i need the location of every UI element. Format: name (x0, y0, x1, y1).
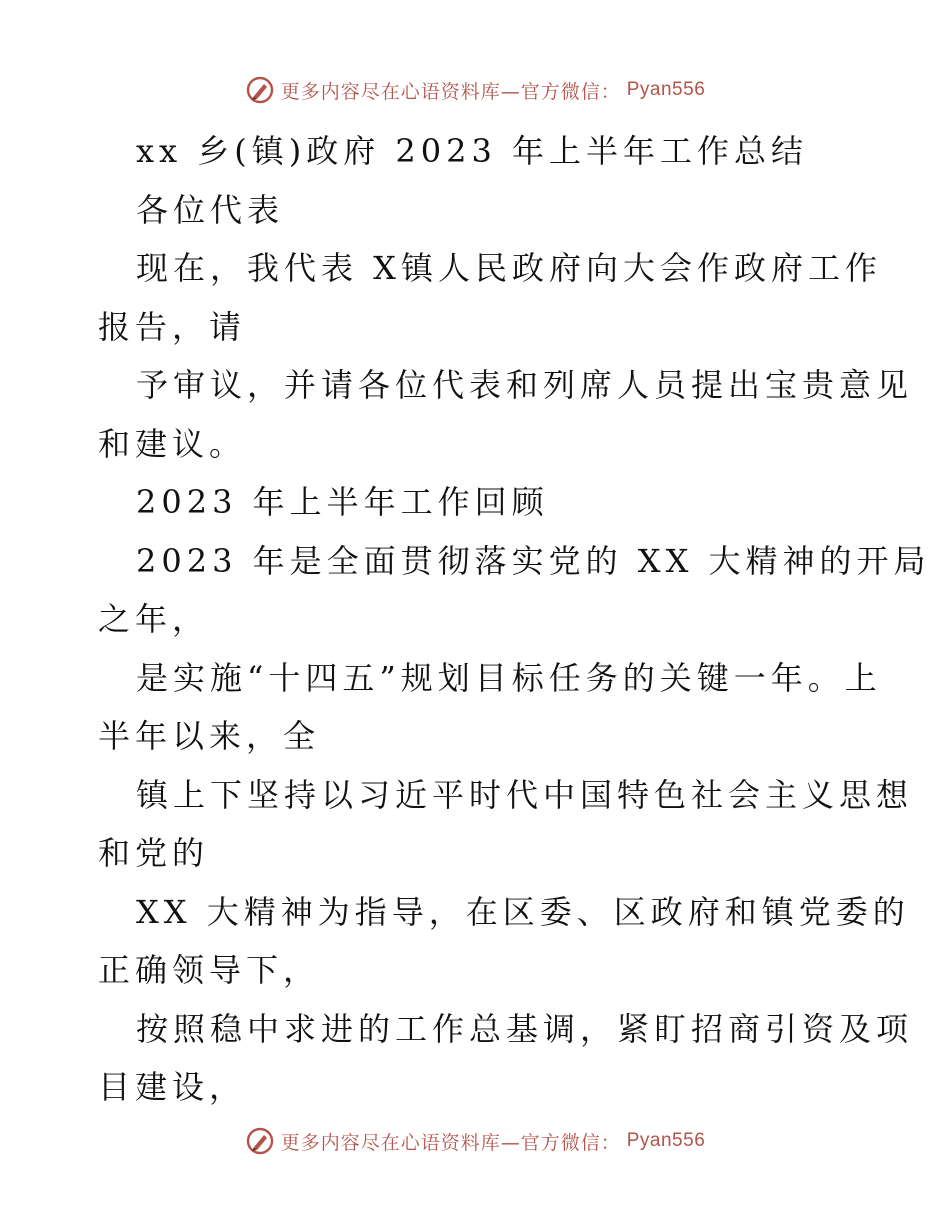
text-line: 半年以来，全 (98, 717, 321, 755)
text-line: 正确领导下， (98, 951, 321, 989)
pen-seal-icon (245, 1126, 275, 1156)
watermark-text: 更多内容尽在心语资料库—官方微信： (280, 1131, 621, 1154)
text-line: 镇上下坚持以习近平时代中国特色社会主义思想 (136, 775, 914, 814)
text-line: 是实施“十四五”规划目标任务的关键一年。上 (136, 658, 882, 697)
watermark-text: 更多内容尽在心语资料库—官方微信： (280, 80, 621, 103)
text-line: 2023 年是全面贯彻落实党的 XX 大精神的开局 (136, 541, 931, 580)
pen-seal-icon (245, 75, 275, 105)
text-line: 和建议。 (98, 424, 247, 463)
text-line: 和党的 (98, 834, 210, 872)
text-line: 按照稳中求进的工作总基调，紧盯招商引资及项 (136, 1009, 914, 1048)
text-line: 各位代表 (136, 190, 285, 229)
text-line: 2023 年上半年工作回顾 (136, 483, 549, 521)
footer-watermark (0, 1124, 950, 1158)
header-watermark (0, 73, 950, 107)
text-line: XX 大精神为指导，在区委、区政府和镇党委的 (136, 892, 910, 931)
watermark-id: Pyan556 (626, 79, 706, 100)
text-line: 之年， (98, 600, 210, 638)
text-line: 报告，请 (98, 307, 247, 346)
watermark-id: Pyan556 (626, 1130, 706, 1151)
text-line: 现在，我代表 X镇人民政府向大会作政府工作 (136, 249, 882, 287)
text-line: 目建设， (98, 1068, 247, 1106)
text-line: 予审议，并请各位代表和列席人员提出宝贵意见 (136, 366, 914, 404)
document-body (98, 122, 931, 1117)
text-line: xx 乡(镇)政府 2023 年上半年工作总结 (136, 132, 809, 170)
